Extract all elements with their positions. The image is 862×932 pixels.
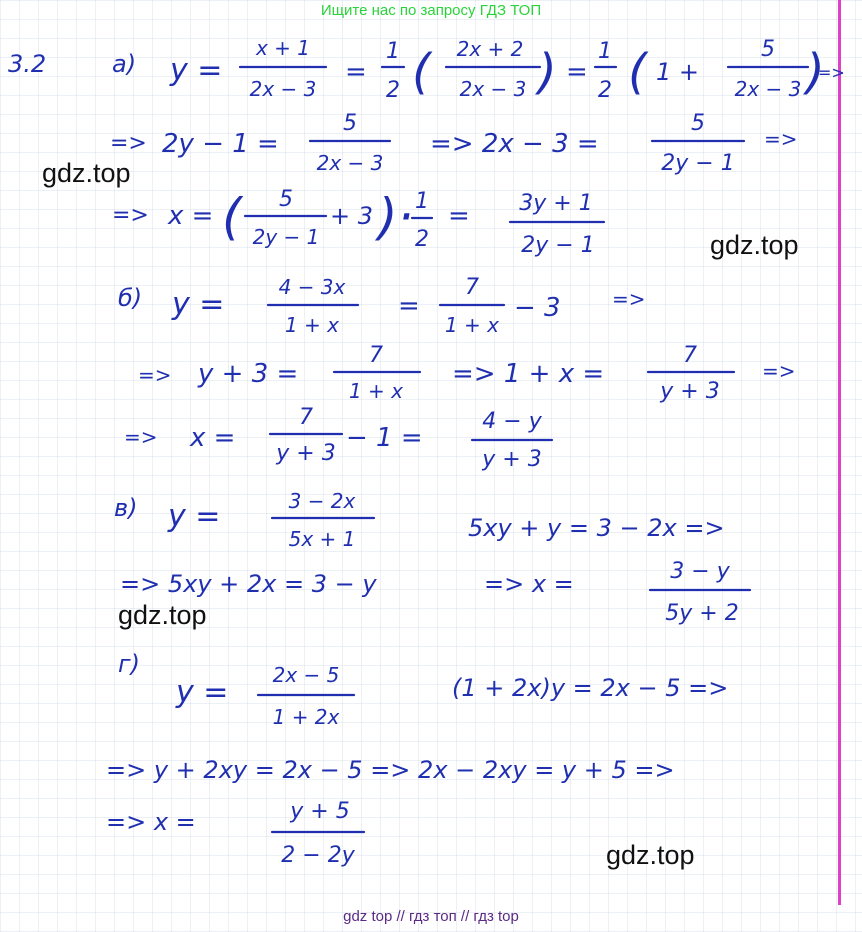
- part-v-y-eq: y =: [168, 499, 221, 534]
- fraction-denominator: 5x + 1: [288, 527, 356, 551]
- paren-close: ): [538, 44, 557, 100]
- implies-arrow: =>: [110, 131, 147, 156]
- part-a: [110, 36, 845, 258]
- fraction-denominator: 5y + 2: [665, 601, 739, 626]
- watermark: gdz.top: [118, 600, 207, 630]
- fraction-denominator: 2x − 3: [249, 77, 317, 101]
- fraction-numerator: 4 − 3x: [278, 275, 346, 299]
- implies-arrow: =>: [112, 203, 149, 228]
- implies-arrow: =>: [762, 359, 796, 383]
- fraction-numerator: 7: [369, 343, 383, 368]
- fraction-numerator: 3 − y: [670, 559, 730, 584]
- fraction-numerator: 3y + 1: [519, 191, 593, 216]
- part-v: [114, 489, 750, 626]
- fraction-numerator: 7: [465, 275, 479, 300]
- fraction-denominator: 2 − 2y: [281, 843, 355, 868]
- fraction-numerator: 7: [683, 343, 697, 368]
- implies-arrow: =>: [124, 425, 158, 449]
- part-b: [118, 275, 796, 472]
- equation-lhs: x =: [168, 201, 214, 231]
- implies-arrow: =>: [818, 63, 845, 82]
- fraction-numerator: y + 5: [290, 799, 350, 824]
- equation-middle: => 2x − 3 =: [430, 129, 599, 159]
- fraction-denominator: 1 + x: [284, 313, 340, 337]
- fraction-numerator: 7: [299, 405, 313, 430]
- implies-arrow: =>: [764, 127, 798, 151]
- problem-number: 3.2: [8, 50, 47, 78]
- equation-middle: => x =: [484, 570, 574, 598]
- part-v-label: в): [114, 494, 138, 522]
- watermark: gdz.top: [710, 230, 799, 260]
- part-a-label: а): [112, 50, 137, 78]
- fraction-denominator: 2: [415, 227, 429, 252]
- equals-sign: =: [566, 57, 588, 87]
- equation-line: => y + 2xy = 2x − 5 => 2x − 2xy = y + 5 =>: [106, 756, 675, 784]
- paren-close: ): [806, 44, 825, 100]
- equation-lhs: y + 3 =: [198, 359, 299, 389]
- fraction-numerator: 5: [691, 111, 705, 136]
- paren-open: (: [222, 188, 242, 246]
- fraction-denominator: 2y − 1: [661, 151, 735, 176]
- part-g-y-eq: y =: [176, 675, 229, 710]
- fraction-denominator: 2y − 1: [252, 225, 320, 249]
- fraction-denominator: 2: [598, 78, 612, 103]
- equation-middle: => 1 + x =: [452, 359, 605, 389]
- fraction-denominator: 1 + 2x: [272, 705, 340, 729]
- fraction-denominator: 1 + x: [348, 379, 404, 403]
- part-b-label: б): [118, 284, 143, 312]
- fraction-numerator: 3 − 2x: [288, 489, 356, 513]
- equals-sign: =: [398, 291, 420, 321]
- implies-arrow: =>: [612, 287, 646, 311]
- fraction-denominator: 2: [386, 78, 400, 103]
- fraction-numerator: 1: [598, 39, 612, 64]
- fraction-numerator: 5: [279, 187, 293, 212]
- equation-rhs: 5xy + y = 3 − 2x =>: [468, 514, 725, 542]
- equation-rhs: (1 + 2x)y = 2x − 5 =>: [452, 674, 729, 702]
- fraction-denominator: 1 + x: [444, 313, 500, 337]
- fraction-denominator: y + 3: [482, 447, 542, 472]
- equation-lhs: => x =: [106, 808, 196, 836]
- fraction-numerator: x + 1: [255, 36, 311, 60]
- fraction-denominator: y + 3: [276, 441, 336, 466]
- fraction-numerator: 5: [761, 37, 775, 62]
- watermark: gdz.top: [42, 158, 131, 188]
- fraction-numerator: 2x + 2: [456, 37, 524, 61]
- paren-open: (: [412, 44, 431, 100]
- minus-three: − 3: [514, 293, 561, 323]
- fraction-denominator: 2y − 1: [521, 233, 595, 258]
- fraction-numerator: 5: [343, 111, 357, 136]
- fraction-numerator: 2x − 5: [272, 663, 340, 687]
- footer-links[interactable]: gdz top // гдз топ // гдз top: [343, 908, 519, 925]
- part-b-y-eq: y =: [172, 287, 225, 322]
- part-a-y-eq: y =: [170, 53, 223, 88]
- minus-one: − 1 =: [346, 423, 423, 453]
- equals-sign: =: [448, 201, 470, 231]
- implies-arrow: =>: [138, 363, 172, 387]
- equation-lhs: x =: [190, 423, 236, 453]
- fraction-denominator: 2x − 3: [316, 151, 384, 175]
- fraction-denominator: 2x − 3: [459, 77, 527, 101]
- header-banner[interactable]: Ищите нас по запросу ГДЗ ТОП: [320, 2, 542, 19]
- fraction-denominator: y + 3: [660, 379, 720, 404]
- equals-sign: =: [345, 57, 367, 87]
- paren-open: (: [628, 44, 647, 100]
- fraction-numerator: 1: [415, 189, 429, 214]
- equation-lhs: 2y − 1 =: [162, 129, 279, 159]
- part-g-label: г): [118, 650, 140, 678]
- fraction-numerator: 4 − y: [482, 409, 542, 434]
- plus-three: + 3: [330, 202, 374, 230]
- fraction-denominator: 2x − 3: [734, 77, 802, 101]
- paren-close: )·: [378, 188, 414, 246]
- part-g: [106, 650, 728, 868]
- one-plus: 1 +: [656, 58, 700, 86]
- fraction-numerator: 1: [386, 39, 400, 64]
- equation-lhs: => 5xy + 2x = 3 − y: [120, 570, 377, 598]
- watermark: gdz.top: [606, 840, 695, 870]
